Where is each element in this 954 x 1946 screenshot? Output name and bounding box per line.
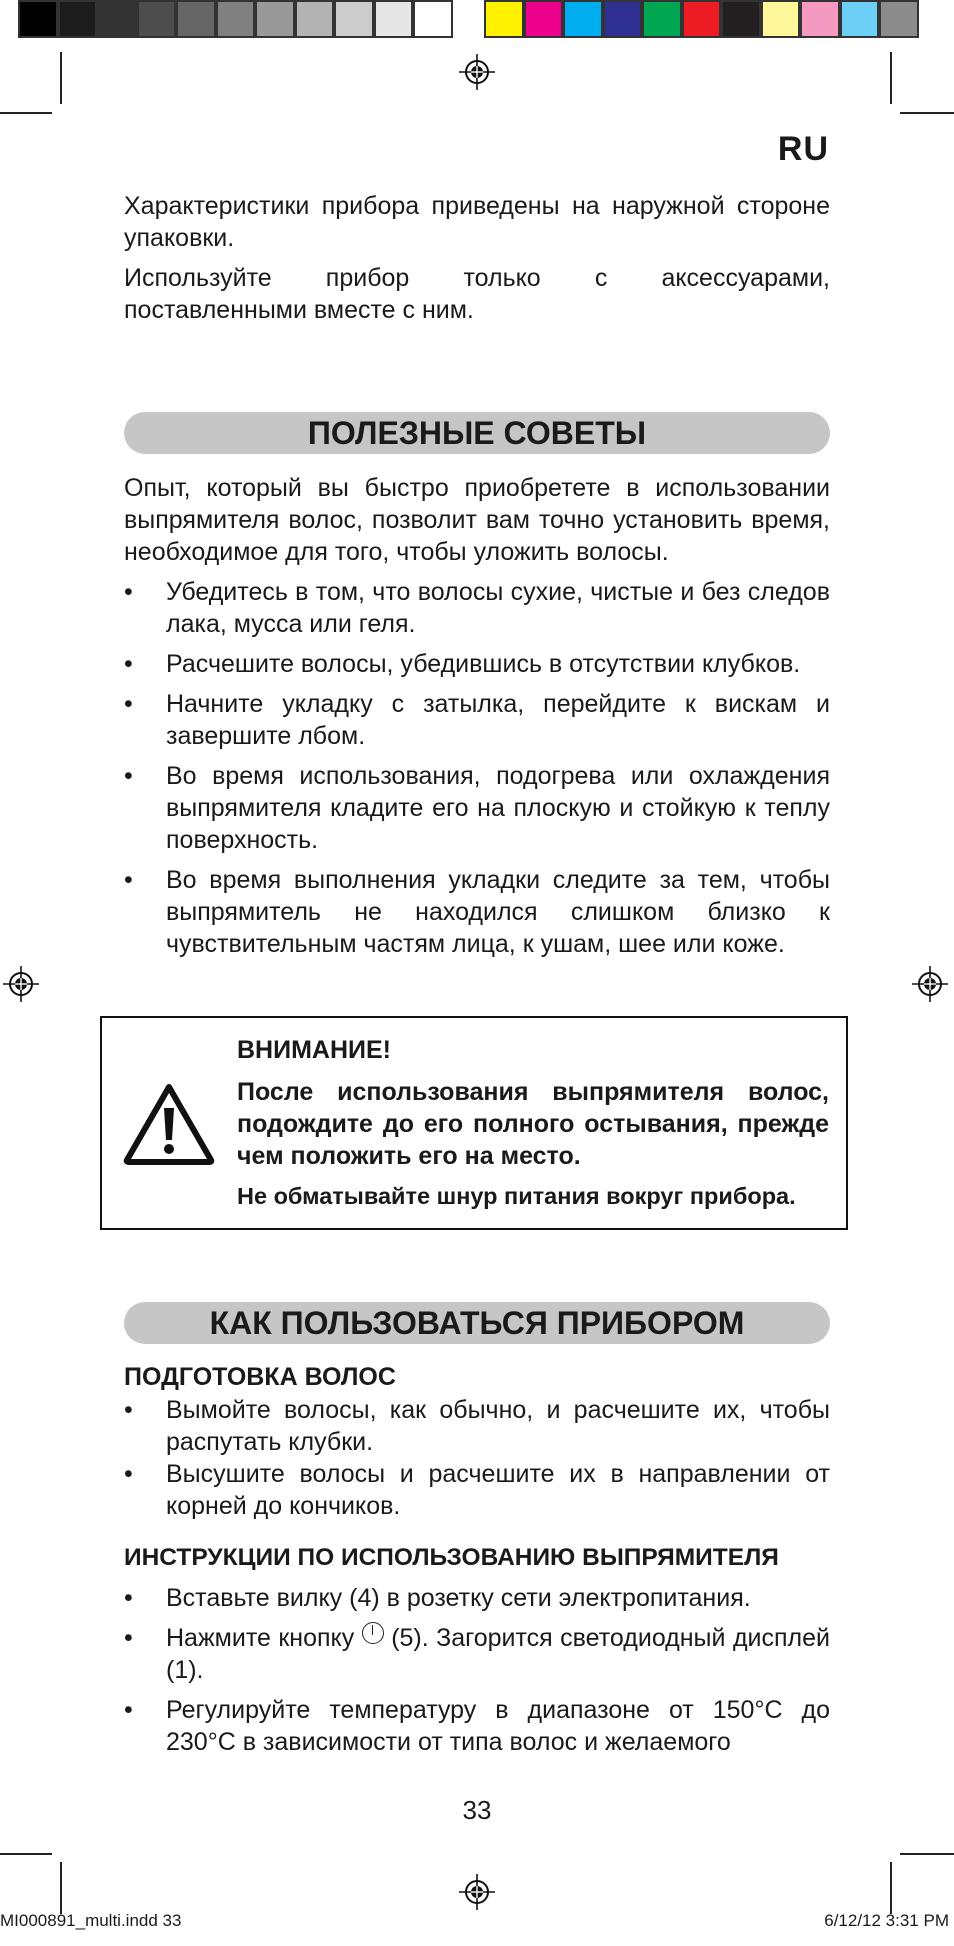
color-swatch bbox=[137, 0, 177, 38]
power-button-icon bbox=[362, 1622, 384, 1644]
color-swatch bbox=[97, 0, 137, 38]
list-item: • Высушите волосы и расчешите их в направлении от корней до кончиков. bbox=[124, 1460, 830, 1520]
intro-paragraph: Характеристики прибора приведены на наружной стороне упаковки. bbox=[124, 192, 830, 252]
color-swatch bbox=[879, 0, 919, 38]
bullet-icon: • bbox=[124, 690, 133, 718]
bullet-icon: • bbox=[124, 1584, 133, 1612]
crop-mark bbox=[890, 1862, 892, 1914]
language-code: RU bbox=[777, 130, 829, 168]
list-item: • Расчешите волосы, убедившись в отсутствии клубков. bbox=[124, 650, 801, 678]
color-swatch bbox=[761, 0, 801, 38]
list-item: • Убедитесь в том, что волосы сухие, чистые и без следов лака, мусса или геля. bbox=[124, 578, 830, 638]
color-swatch bbox=[18, 0, 58, 38]
subsection-heading: ПОДГОТОВКА ВОЛОС bbox=[124, 1363, 396, 1391]
subsection-heading: ИНСТРУКЦИИ ПО ИСПОЛЬЗОВАНИЮ ВЫПРЯМИТЕЛЯ bbox=[124, 1544, 779, 1571]
intro-paragraph: Используйте прибор только с аксессуарами, поставленными вместе с ним. bbox=[124, 264, 830, 324]
list-item: • Во время использования, подогрева или охлаждения выпрямителя кладите его на плоскую и стойкую к теплу поверхность. bbox=[124, 762, 830, 854]
color-swatch bbox=[682, 0, 722, 38]
crop-mark bbox=[60, 52, 62, 104]
bullet-icon: • bbox=[124, 650, 133, 678]
section-heading: ПОЛЕЗНЫЕ СОВЕТЫ bbox=[124, 412, 830, 454]
list-item: • Регулируйте температуру в диапазоне от 150°C до 230°C в зависимости от типа волос и желаемого bbox=[124, 1696, 830, 1756]
color-swatch bbox=[563, 0, 603, 38]
list-item: • Нажмите кнопку (5). Загорится светодиодный дисплей (1). bbox=[124, 1624, 830, 1684]
bullet-icon: • bbox=[124, 1396, 133, 1424]
gray-scale-bar bbox=[18, 0, 453, 44]
color-swatch bbox=[176, 0, 216, 38]
bullet-icon: • bbox=[124, 762, 133, 790]
prep-list bbox=[124, 1394, 830, 1522]
crop-mark bbox=[60, 1862, 62, 1914]
list-item: • Во время выполнения укладки следите за тем, чтобы выпрямитель не находился слишком близко к чувствительным частям лица, к ушам, шее или коже. bbox=[124, 866, 830, 958]
crop-mark bbox=[900, 1853, 954, 1855]
registration-mark-icon bbox=[912, 966, 948, 1002]
list-item: • Начните укладку с затылка, перейдите к вискам и завершите лбом. bbox=[124, 690, 830, 750]
list-item: • Вставьте вилку (4) в розетку сети электропитания. bbox=[124, 1584, 751, 1612]
color-swatch bbox=[524, 0, 564, 38]
bullet-icon: • bbox=[124, 1696, 133, 1724]
registration-mark-icon bbox=[459, 54, 495, 90]
page-number: 33 bbox=[462, 1795, 492, 1825]
color-swatch bbox=[484, 0, 524, 38]
color-swatch bbox=[721, 0, 761, 38]
bullet-icon: • bbox=[124, 1460, 133, 1488]
color-swatch bbox=[255, 0, 295, 38]
color-swatch bbox=[374, 0, 414, 38]
color-swatch bbox=[642, 0, 682, 38]
bullet-icon: • bbox=[124, 866, 133, 894]
bullet-icon: • bbox=[124, 578, 133, 606]
color-swatch bbox=[295, 0, 335, 38]
crop-mark bbox=[0, 112, 52, 114]
color-swatch bbox=[800, 0, 840, 38]
instructions-list bbox=[124, 1582, 830, 1758]
registration-mark-icon bbox=[3, 966, 39, 1002]
color-swatch bbox=[58, 0, 98, 38]
registration-mark-icon bbox=[459, 1874, 495, 1910]
color-swatch bbox=[840, 0, 880, 38]
warning-text: После использования выпрямителя волос, подождите до его полного остывания, прежде чем положить его на место. bbox=[237, 1078, 829, 1170]
color-swatch bbox=[334, 0, 374, 38]
tips-list bbox=[124, 576, 830, 960]
list-item: • Вымойте волосы, как обычно, и расчешите их, чтобы распутать клубки. bbox=[124, 1396, 830, 1456]
warning-title: ВНИМАНИЕ! bbox=[237, 1036, 391, 1064]
color-swatch-bar bbox=[484, 0, 919, 44]
footer-timestamp: 6/12/12 3:31 PM bbox=[824, 1911, 949, 1930]
color-swatch bbox=[413, 0, 453, 38]
warning-text: Не обматывайте шнур питания вокруг прибора. bbox=[237, 1183, 796, 1209]
color-swatch bbox=[603, 0, 643, 38]
section-heading: КАК ПОЛЬЗОВАТЬСЯ ПРИБОРОМ bbox=[124, 1302, 830, 1344]
crop-mark bbox=[900, 112, 954, 114]
warning-triangle-icon bbox=[122, 1082, 216, 1166]
crop-mark bbox=[0, 1853, 52, 1855]
bullet-icon: • bbox=[124, 1624, 133, 1652]
tips-intro: Опыт, который вы быстро приобретете в использовании выпрямителя волос, позволит вам точно установить время, необходимое для того, чтобы уложить волосы. bbox=[124, 474, 830, 566]
crop-mark bbox=[890, 52, 892, 104]
color-swatch bbox=[216, 0, 256, 38]
footer-file-info: MI000891_multi.indd 33 bbox=[0, 1911, 182, 1930]
